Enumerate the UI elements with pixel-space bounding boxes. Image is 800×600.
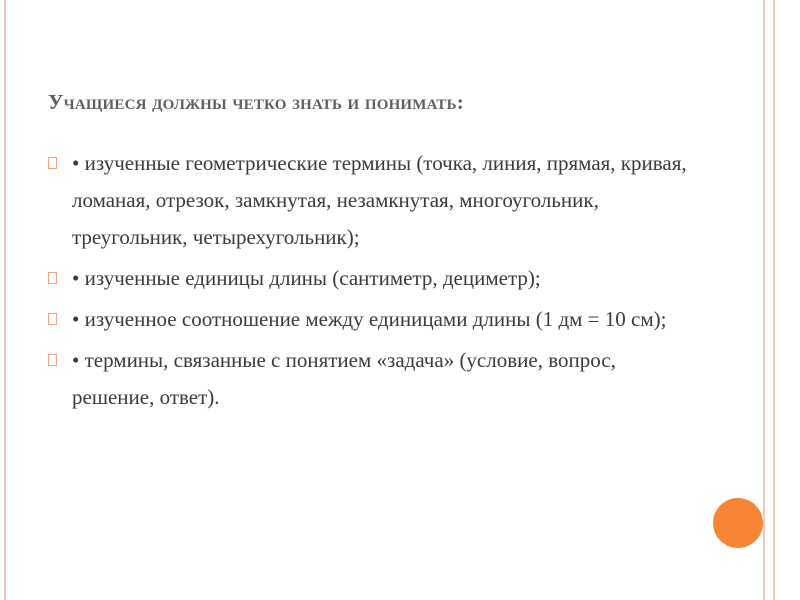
bullet-marker-icon [48, 157, 57, 169]
bullet-item [48, 260, 698, 297]
bullet-list [48, 145, 698, 420]
bullet-item [48, 342, 698, 416]
bullet-marker-icon [48, 313, 57, 325]
bullet-marker-icon [48, 272, 57, 284]
left-frame-line [4, 0, 6, 600]
bullet-text: • изученные геометрические термины (точка, линия, прямая, кривая, ломаная, отрезок, замкнутая, незамкнутая, многоугольник, треугольник, четырехугольник); [72, 151, 687, 249]
right-frame-line-inner [763, 0, 765, 600]
bullet-text: • изученное соотношение между единицами длины (1 дм = 10 см); [72, 307, 667, 331]
bullet-item [48, 145, 698, 256]
bullet-item [48, 301, 698, 338]
bullet-text: • термины, связанные с понятием «задача» (условие, вопрос, решение, ответ). [72, 348, 616, 409]
orange-circle-icon [713, 498, 763, 548]
slide-title: Учащиеся должны четко знать и понимать: [48, 90, 464, 114]
bullet-marker-icon [48, 354, 57, 366]
bullet-text: • изученные единицы длины (сантиметр, дециметр); [72, 266, 541, 290]
right-frame-line-outer [773, 0, 775, 600]
